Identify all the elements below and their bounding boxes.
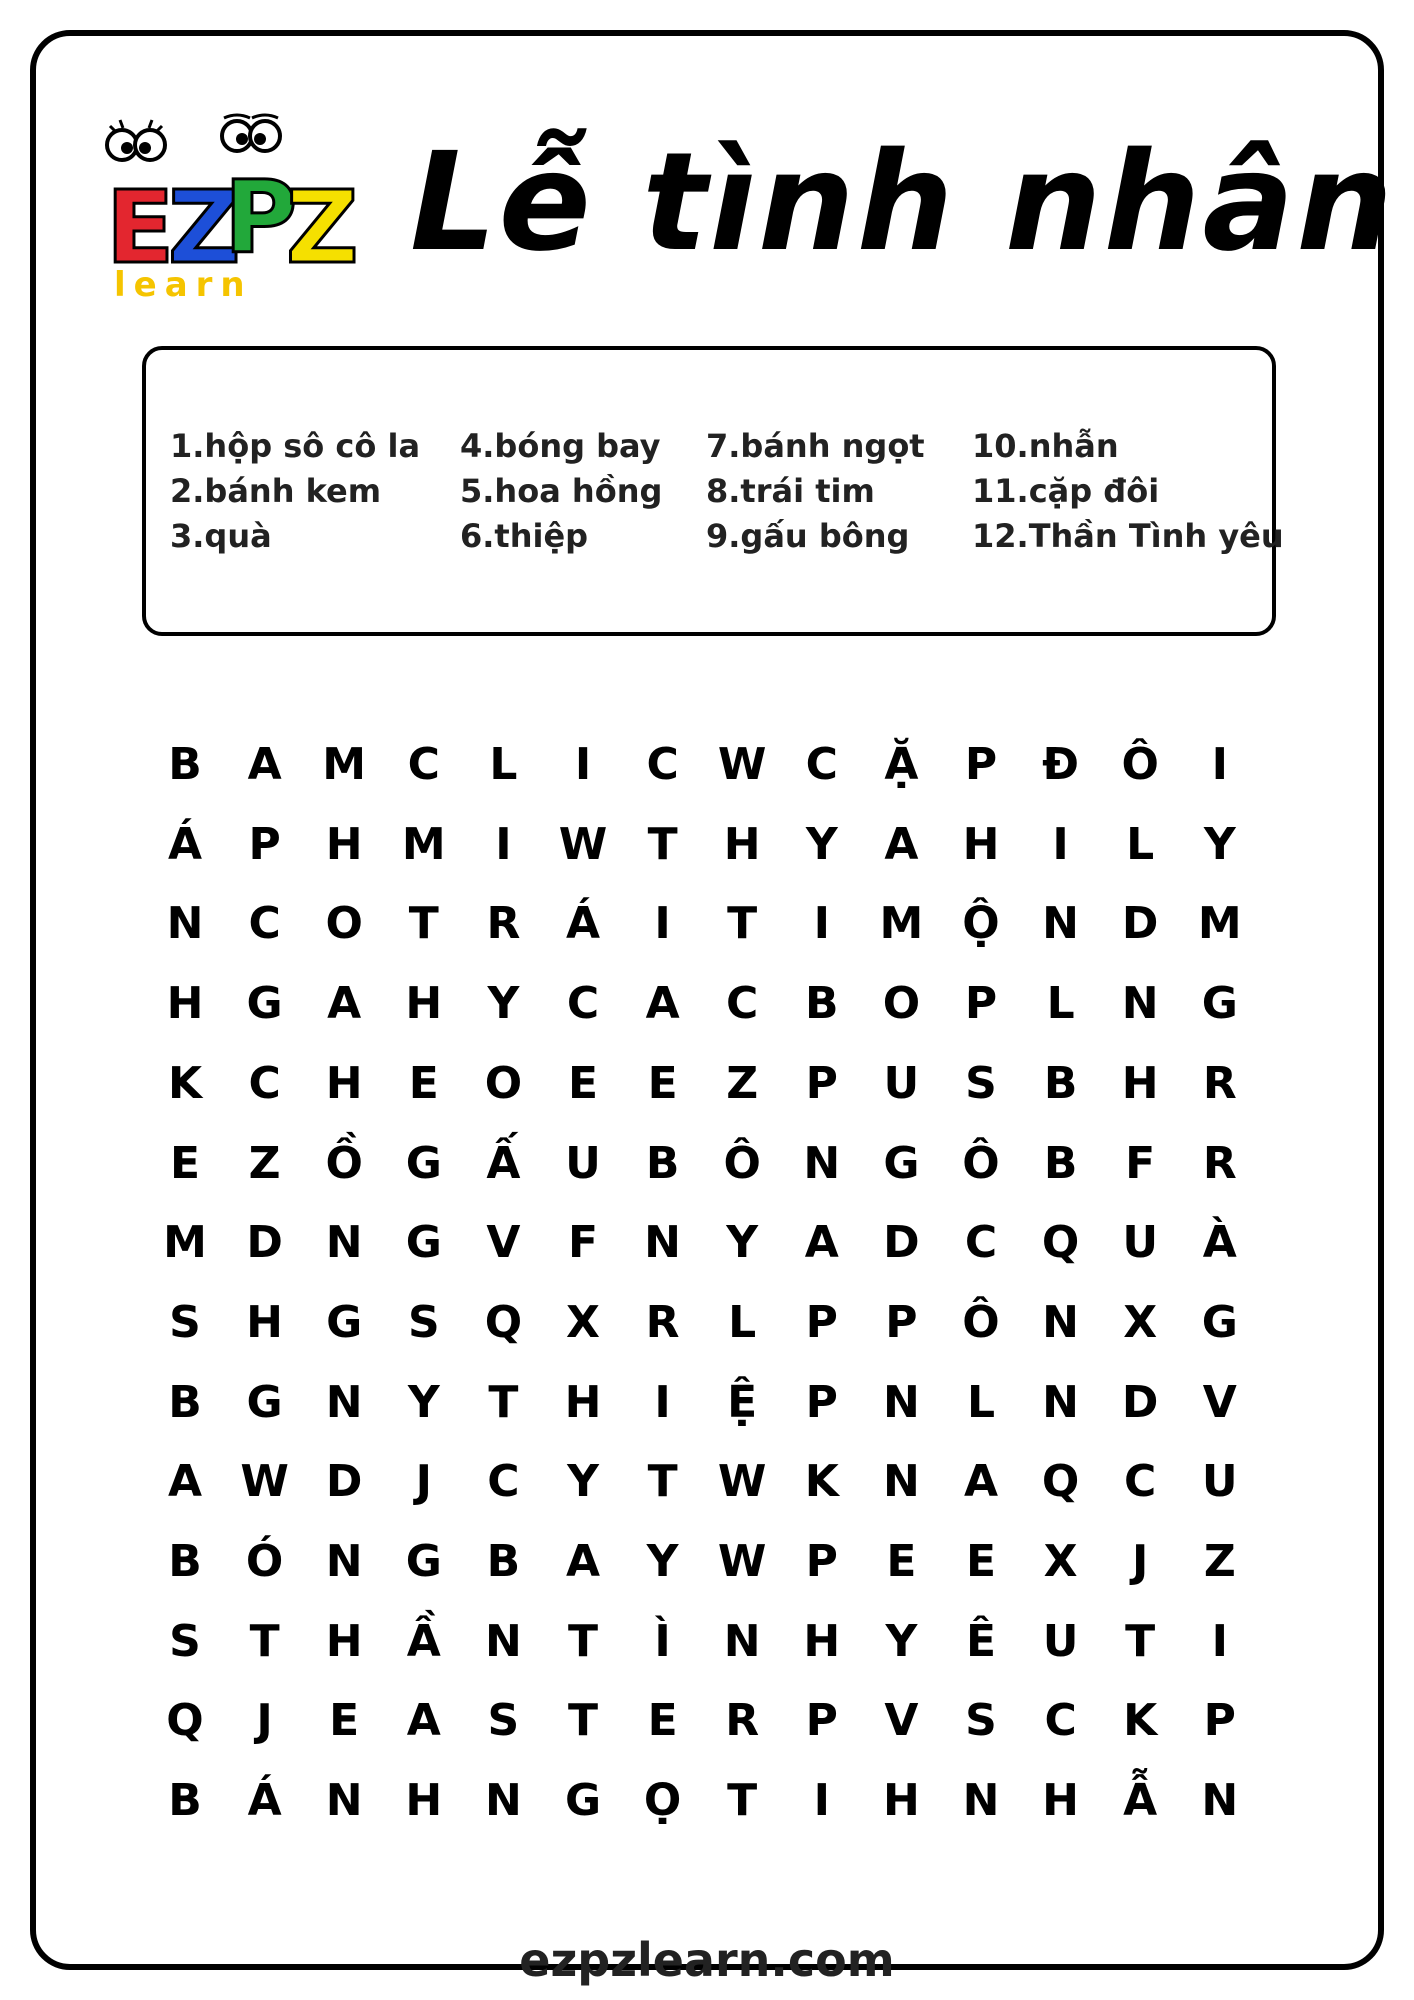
word-list-item: 2.bánh kem [170, 472, 382, 510]
grid-letter[interactable]: I [574, 739, 592, 790]
grid-letter[interactable]: P [1203, 1695, 1236, 1747]
grid-letter[interactable]: E [329, 1695, 360, 1747]
grid-letter[interactable]: Ặ [884, 739, 919, 790]
grid-letter[interactable]: S [407, 1296, 440, 1348]
grid-row [150, 1766, 1250, 1836]
grid-letter[interactable]: Y [487, 978, 520, 1030]
grid-letter[interactable]: D [1121, 1376, 1159, 1428]
grid-letter[interactable]: C [248, 898, 281, 950]
grid-letter[interactable]: T [1125, 1615, 1156, 1667]
grid-letter[interactable]: N [882, 1376, 920, 1428]
grid-letter[interactable]: Ó [245, 1536, 284, 1587]
word-list-column-1 [170, 424, 420, 559]
grid-letter[interactable]: A [963, 1456, 999, 1508]
grid-letter[interactable]: N [1042, 1296, 1079, 1348]
grid-letter[interactable]: M [401, 818, 446, 870]
grid-letter[interactable]: N [166, 898, 204, 950]
grid-letter[interactable]: C [407, 739, 440, 790]
word-list-box [142, 346, 1284, 636]
grid-letter[interactable]: J [415, 1456, 432, 1508]
grid-letter[interactable]: P [964, 739, 998, 790]
grid-letter[interactable]: E [169, 1137, 201, 1189]
grid-letter[interactable]: S [965, 1695, 997, 1747]
grid-letter[interactable]: W [558, 818, 608, 870]
word-list-item: 5.hoa hồng [460, 472, 663, 510]
grid-letter[interactable]: N [1121, 978, 1159, 1030]
grid-letter[interactable]: N [962, 1775, 1000, 1827]
grid-letter[interactable]: P [964, 978, 998, 1030]
grid-row [150, 1686, 1250, 1756]
grid-letter[interactable]: A [884, 818, 919, 870]
grid-letter[interactable]: N [1201, 1775, 1239, 1827]
grid-letter[interactable]: Y [805, 818, 838, 870]
grid-letter[interactable]: P [248, 818, 281, 870]
grid-letter[interactable]: R [725, 1695, 760, 1747]
grid-letter[interactable]: A [645, 978, 680, 1030]
grid-row [150, 969, 1250, 1039]
grid-letter[interactable]: U [1201, 1456, 1238, 1508]
grid-letter[interactable]: U [565, 1137, 601, 1189]
grid-letter[interactable]: G [405, 1217, 442, 1269]
grid-letter[interactable]: S [487, 1695, 520, 1747]
grid-letter[interactable]: N [325, 1217, 363, 1269]
grid-letter[interactable]: B [168, 739, 202, 790]
grid-letter[interactable]: Đ [1042, 739, 1080, 790]
grid-letter[interactable]: B [168, 1775, 202, 1827]
grid-letter[interactable]: Y [726, 1217, 759, 1269]
grid-letter[interactable]: I [813, 1775, 830, 1827]
grid-letter[interactable]: Q [166, 1695, 204, 1747]
grid-letter[interactable]: N [325, 1376, 363, 1428]
grid-letter[interactable]: B [486, 1536, 521, 1587]
grid-letter[interactable]: T [567, 1615, 598, 1667]
grid-letter[interactable]: I [1211, 739, 1228, 790]
logo-word-learn: learn [114, 265, 253, 302]
grid-letter[interactable]: E [567, 1057, 599, 1109]
ezpz-learn-logo [100, 112, 360, 302]
grid-letter[interactable]: G [1201, 978, 1238, 1030]
logo-letter-z: Z [168, 169, 241, 286]
grid-letter[interactable]: H [246, 1296, 283, 1348]
grid-letter[interactable]: I [1052, 818, 1069, 870]
grid-letter[interactable]: N [484, 1775, 522, 1827]
grid-letter[interactable]: M [879, 898, 924, 950]
grid-letter[interactable]: H [1121, 1057, 1159, 1109]
grid-letter[interactable]: N [644, 1217, 681, 1269]
grid-letter[interactable]: N [484, 1615, 522, 1667]
word-list-item: 4.bóng bay [460, 427, 661, 465]
grid-letter[interactable]: X [566, 1296, 600, 1348]
grid-letter[interactable]: L [966, 1376, 996, 1428]
grid-letter[interactable]: F [567, 1217, 599, 1269]
grid-letter[interactable]: C [1124, 1456, 1157, 1508]
grid-letter[interactable]: L [1126, 818, 1155, 870]
grid-letter[interactable]: P [805, 1536, 838, 1587]
word-list-column-3 [706, 424, 925, 559]
grid-letter[interactable]: C [646, 739, 679, 790]
grid-letter[interactable]: B [645, 1137, 680, 1189]
grid-letter[interactable]: Y [646, 1536, 679, 1587]
grid-letter[interactable]: Ệ [727, 1376, 758, 1428]
grid-letter[interactable]: Á [167, 818, 203, 870]
grid-letter[interactable]: Á [247, 1775, 282, 1827]
grid-letter[interactable]: H [325, 1615, 363, 1667]
grid-letter[interactable]: B [168, 1536, 202, 1587]
grid-letter[interactable]: G [883, 1137, 920, 1189]
grid-letter[interactable]: D [325, 1456, 363, 1508]
grid-letter[interactable]: Ộ [962, 898, 1000, 950]
footer-url: ezpzlearn.com [519, 1933, 895, 1987]
grid-letter[interactable]: Ẫ [1123, 1775, 1158, 1827]
grid-row [150, 1208, 1250, 1278]
grid-letter[interactable]: Y [1203, 818, 1236, 870]
grid-letter[interactable]: K [804, 1456, 839, 1508]
grid-letter[interactable]: O [882, 978, 921, 1030]
grid-letter[interactable]: H [405, 978, 443, 1030]
grid-letter[interactable]: Y [567, 1456, 599, 1508]
grid-letter[interactable]: W [240, 1456, 289, 1508]
grid-letter[interactable]: E [965, 1536, 997, 1587]
grid-letter[interactable]: Z [726, 1057, 759, 1109]
grid-letter[interactable]: Ấ [486, 1137, 521, 1189]
grid-letter[interactable]: B [1043, 1057, 1078, 1109]
grid-letter[interactable]: T [727, 1775, 758, 1827]
grid-row [150, 810, 1250, 880]
grid-letter[interactable]: B [1043, 1137, 1078, 1189]
grid-letter[interactable]: J [1132, 1536, 1149, 1587]
grid-letter[interactable]: Á [565, 898, 601, 950]
grid-letter[interactable]: N [325, 1536, 363, 1587]
grid-letter[interactable]: P [805, 1695, 838, 1747]
grid-letter[interactable]: A [804, 1217, 839, 1269]
grid-letter[interactable]: A [406, 1695, 441, 1747]
grid-letter[interactable]: Ọ [643, 1775, 682, 1827]
grid-letter[interactable]: T [488, 1376, 519, 1428]
grid-letter[interactable]: E [886, 1536, 917, 1587]
grid-row [150, 1527, 1250, 1597]
grid-letter[interactable]: W [717, 1536, 767, 1587]
grid-letter[interactable]: H [564, 1376, 602, 1428]
grid-letter[interactable]: H [962, 818, 1000, 870]
grid-letter[interactable]: N [882, 1456, 920, 1508]
grid-letter[interactable]: C [964, 1217, 998, 1269]
grid-letter[interactable]: H [166, 978, 204, 1030]
grid-letter[interactable]: L [489, 739, 518, 790]
grid-letter[interactable]: E [647, 1695, 678, 1747]
grid-letter[interactable]: P [885, 1296, 918, 1348]
word-list-item: 12.Thần Tình yêu [972, 517, 1284, 555]
grid-letter[interactable]: Ô [723, 1137, 761, 1189]
grid-letter[interactable]: X [1043, 1536, 1078, 1587]
word-list-item: 6.thiệp [460, 517, 589, 555]
grid-letter[interactable]: O [484, 1057, 523, 1109]
grid-row [150, 889, 1250, 959]
grid-letter[interactable]: A [247, 739, 282, 790]
grid-letter[interactable]: H [882, 1775, 920, 1827]
grid-letter[interactable]: F [1125, 1137, 1156, 1189]
grid-letter[interactable]: I [654, 1376, 671, 1428]
grid-row [150, 1288, 1250, 1358]
grid-letter[interactable]: G [1201, 1296, 1238, 1348]
grid-letter[interactable]: G [246, 1376, 283, 1428]
grid-letter[interactable]: D [246, 1217, 283, 1269]
grid-letter[interactable]: I [1211, 1615, 1228, 1667]
grid-letter[interactable]: E [408, 1057, 439, 1109]
grid-letter[interactable]: T [249, 1615, 280, 1667]
grid-letter[interactable]: P [805, 1057, 838, 1109]
grid-letter[interactable]: H [405, 1775, 443, 1827]
grid-letter[interactable]: R [645, 1296, 680, 1348]
page-title: Lễ tình nhân [410, 124, 1396, 282]
grid-letter[interactable]: X [1123, 1296, 1158, 1348]
grid-letter[interactable]: K [167, 1057, 203, 1109]
grid-letter[interactable]: W [717, 739, 767, 790]
grid-letter[interactable]: P [805, 1376, 838, 1428]
grid-letter[interactable]: U [883, 1057, 920, 1109]
grid-letter[interactable]: Ô [1121, 739, 1159, 790]
logo-letter-e: E [106, 169, 175, 286]
grid-letter[interactable]: G [564, 1775, 602, 1827]
grid-letter[interactable]: C [566, 978, 600, 1030]
grid-letter[interactable]: W [717, 1456, 767, 1508]
grid-row [150, 1049, 1250, 1119]
grid-letter[interactable]: T [647, 818, 678, 870]
logo-letter-p: P [224, 159, 298, 276]
grid-letter[interactable]: P [805, 1296, 838, 1348]
grid-letter[interactable]: E [647, 1057, 678, 1109]
grid-row [150, 1607, 1250, 1677]
grid-letter[interactable]: N [723, 1615, 761, 1667]
grid-letter[interactable]: I [813, 898, 830, 950]
grid-letter[interactable]: Z [248, 1137, 281, 1189]
grid-letter[interactable]: M [1197, 898, 1242, 950]
grid-letter[interactable]: D [883, 1217, 920, 1269]
word-list-item: 8.trái tim [706, 472, 875, 510]
logo-eyes-right [222, 115, 280, 151]
grid-letter[interactable]: C [248, 1057, 281, 1109]
logo-letter-z2: Z [286, 169, 359, 286]
grid-letter[interactable]: V [486, 1217, 521, 1269]
grid-letter[interactable]: Q [484, 1296, 523, 1348]
grid-letter[interactable]: G [326, 1296, 363, 1348]
word-list-item: 11.cặp đôi [972, 472, 1160, 510]
grid-letter[interactable]: T [567, 1695, 598, 1747]
grid-letter[interactable]: R [1202, 1057, 1237, 1109]
grid-letter[interactable]: C [805, 739, 838, 790]
grid-letter[interactable]: A [327, 978, 362, 1030]
word-list-item: 1.hộp sô cô la [170, 427, 421, 465]
word-list-column-4 [972, 424, 1284, 559]
grid-letter[interactable]: H [803, 1615, 841, 1667]
grid-letter[interactable]: K [1123, 1695, 1158, 1747]
grid-letter[interactable]: G [405, 1137, 442, 1189]
grid-letter[interactable]: C [726, 978, 759, 1030]
grid-letter[interactable]: N [1042, 1376, 1079, 1428]
word-list-column-2 [460, 424, 662, 559]
word-list-item: 3.quà [170, 517, 272, 555]
grid-letter[interactable]: D [1121, 898, 1159, 950]
grid-letter[interactable]: A [167, 1456, 203, 1508]
grid-row [150, 1447, 1250, 1517]
grid-letter[interactable]: T [727, 898, 758, 950]
grid-letter[interactable]: Ồ [325, 1137, 363, 1189]
grid-letter[interactable]: V [884, 1695, 919, 1747]
grid-letter[interactable]: N [1042, 898, 1079, 950]
grid-letter[interactable]: R [1202, 1137, 1237, 1189]
grid-letter[interactable]: L [1046, 978, 1075, 1030]
grid-letter[interactable]: T [408, 898, 439, 950]
grid-letter[interactable]: Ầ [406, 1615, 441, 1667]
grid-letter[interactable]: À [1202, 1217, 1237, 1269]
grid-letter[interactable]: A [565, 1536, 601, 1587]
grid-letter[interactable]: I [495, 818, 512, 870]
grid-letter[interactable]: J [256, 1695, 273, 1747]
grid-letter[interactable]: Z [1203, 1536, 1236, 1587]
word-list-item: 10.nhẫn [972, 427, 1119, 465]
grid-letter[interactable]: M [322, 739, 367, 790]
grid-letter[interactable]: Ì [654, 1615, 671, 1667]
grid-row [150, 1368, 1250, 1438]
grid-letter[interactable]: B [168, 1376, 202, 1428]
grid-letter[interactable]: B [805, 978, 839, 1030]
grid-letter[interactable]: T [647, 1456, 678, 1508]
grid-letter[interactable]: H [1042, 1775, 1079, 1827]
grid-letter[interactable]: V [1202, 1376, 1237, 1428]
grid-letter[interactable]: H [325, 818, 363, 870]
grid-letter[interactable]: G [405, 1536, 442, 1587]
grid-letter[interactable]: Q [1041, 1456, 1080, 1508]
grid-letter[interactable]: Y [407, 1376, 440, 1428]
grid-letter[interactable]: Y [885, 1615, 918, 1667]
word-list-item: 9.gấu bông [706, 517, 910, 555]
grid-letter[interactable]: S [169, 1296, 201, 1348]
grid-letter[interactable]: I [654, 898, 671, 950]
grid-letter[interactable]: C [1044, 1695, 1077, 1747]
grid-letter[interactable]: L [728, 1296, 757, 1348]
grid-letter[interactable]: H [723, 818, 761, 870]
word-list-item: 7.bánh ngọt [706, 427, 925, 465]
grid-letter[interactable]: N [803, 1137, 841, 1189]
grid-letter[interactable]: U [1122, 1217, 1159, 1269]
grid-letter[interactable]: Q [1041, 1217, 1080, 1269]
logo-eyes-left [107, 120, 165, 160]
grid-row [150, 1129, 1250, 1199]
grid-letter[interactable]: M [163, 1217, 207, 1269]
grid-letter[interactable]: S [169, 1615, 201, 1667]
grid-letter[interactable]: N [325, 1775, 363, 1827]
grid-letter[interactable]: Ô [962, 1137, 1000, 1189]
grid-letter[interactable]: H [325, 1057, 363, 1109]
grid-letter[interactable]: Ô [962, 1296, 1000, 1348]
grid-letter[interactable]: G [246, 978, 283, 1030]
grid-letter[interactable]: U [1042, 1615, 1079, 1667]
grid-letter[interactable]: S [965, 1057, 997, 1109]
grid-letter[interactable]: C [487, 1456, 520, 1508]
grid-letter[interactable]: Ê [965, 1615, 997, 1667]
grid-letter[interactable]: R [486, 898, 521, 950]
grid-letter[interactable]: O [325, 898, 363, 950]
grid-row [150, 730, 1250, 800]
